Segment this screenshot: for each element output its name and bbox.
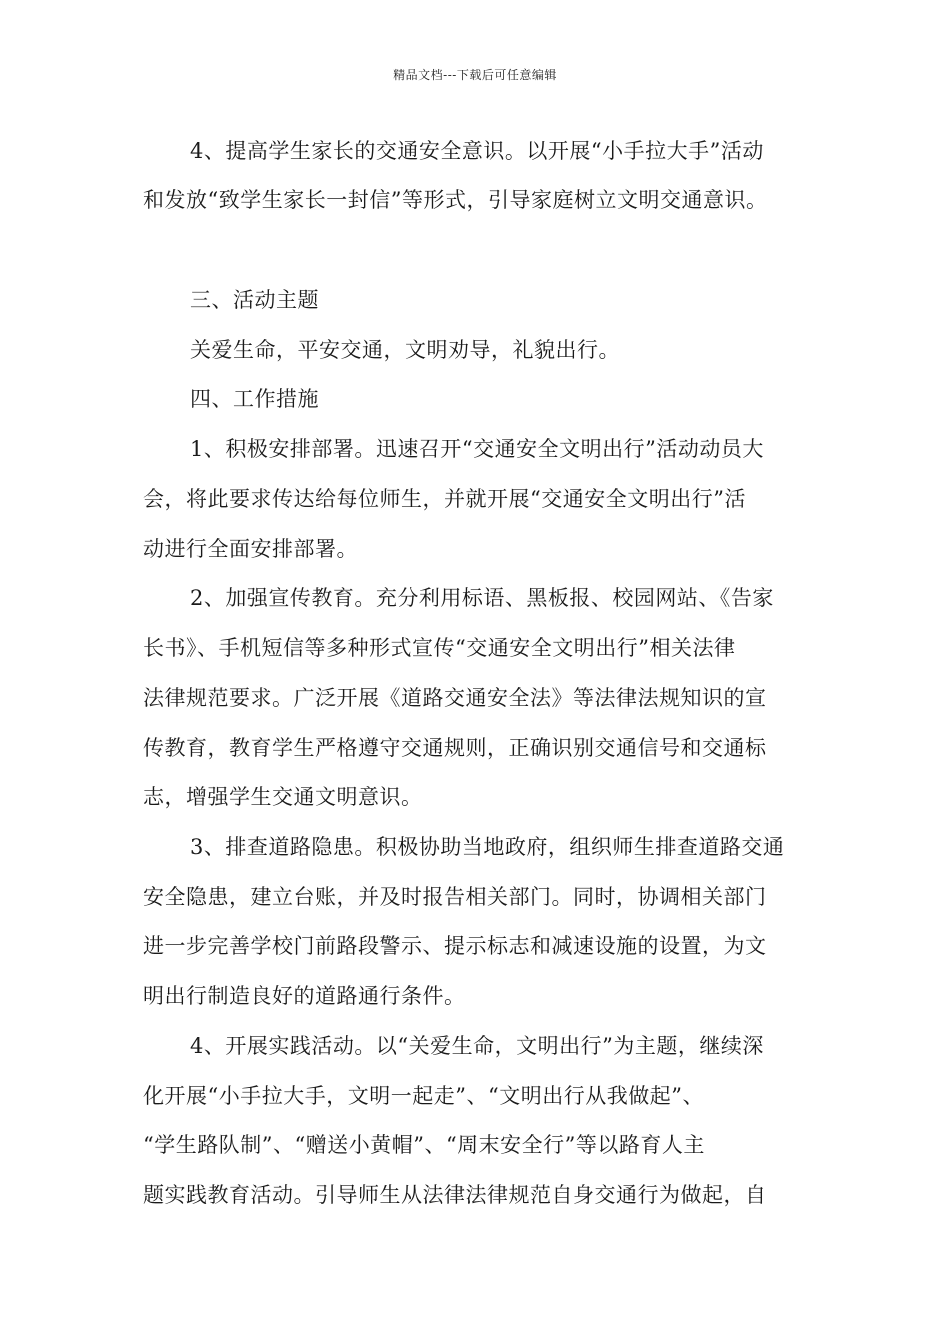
paragraph-line: 1、积极安排部署。迅速召开“交通安全文明出行”活动动员大 [190, 437, 764, 461]
paragraph-line: 关爱生命，平安交通，文明劝导，礼貌出行。 [190, 338, 620, 362]
section-heading: 四、工作措施 [190, 387, 319, 411]
paragraph-line: 题实践教育活动。引导师生从法律法律规范自身交通行为做起，自 [143, 1183, 767, 1207]
paragraph-line: 志，增强学生交通文明意识。 [143, 785, 423, 809]
paragraph-line: 会，将此要求传达给每位师生，并就开展“交通安全文明出行”活 [143, 487, 746, 511]
section-heading: 三、活动主题 [190, 288, 319, 312]
paragraph-line: 4、提高学生家长的交通安全意识。以开展“小手拉大手”活动 [190, 139, 764, 163]
paragraph-line: 2、加强宣传教育。充分利用标语、黑板报、校园网站、《告家 [190, 586, 774, 610]
paragraph-line: 化开展“小手拉大手，文明一起走”、“文明出行从我做起”、 [143, 1084, 704, 1108]
paragraph-line: 传教育，教育学生严格遵守交通规则，正确识别交通信号和交通标 [143, 736, 767, 760]
page-header: 精品文档---下载后可任意编辑 [393, 68, 557, 82]
paragraph-line: 进一步完善学校门前路段警示、提示标志和减速设施的设置，为文 [143, 934, 767, 958]
paragraph-line: 长书》、手机短信等多种形式宣传“交通安全文明出行”相关法律 [143, 636, 736, 660]
paragraph-line: 法律规范要求。广泛开展《道路交通安全法》等法律法规知识的宣 [143, 686, 767, 710]
paragraph-line: 4、开展实践活动。以“关爱生命，文明出行”为主题，继续深 [190, 1034, 764, 1058]
paragraph-line: “学生路队制”、“赠送小黄帽”、“周末安全行”等以路育人主 [143, 1133, 705, 1157]
paragraph-line: 和发放“致学生家长一封信”等形式，引导家庭树立文明交通意识。 [143, 188, 768, 212]
paragraph-line: 3、排查道路隐患。积极协助当地政府，组织师生排查道路交通 [190, 835, 785, 859]
paragraph-line: 动进行全面安排部署。 [143, 537, 358, 561]
paragraph-line: 安全隐患，建立台账，并及时报告相关部门。同时，协调相关部门 [143, 885, 767, 909]
paragraph-line: 明出行制造良好的道路通行条件。 [143, 984, 466, 1008]
